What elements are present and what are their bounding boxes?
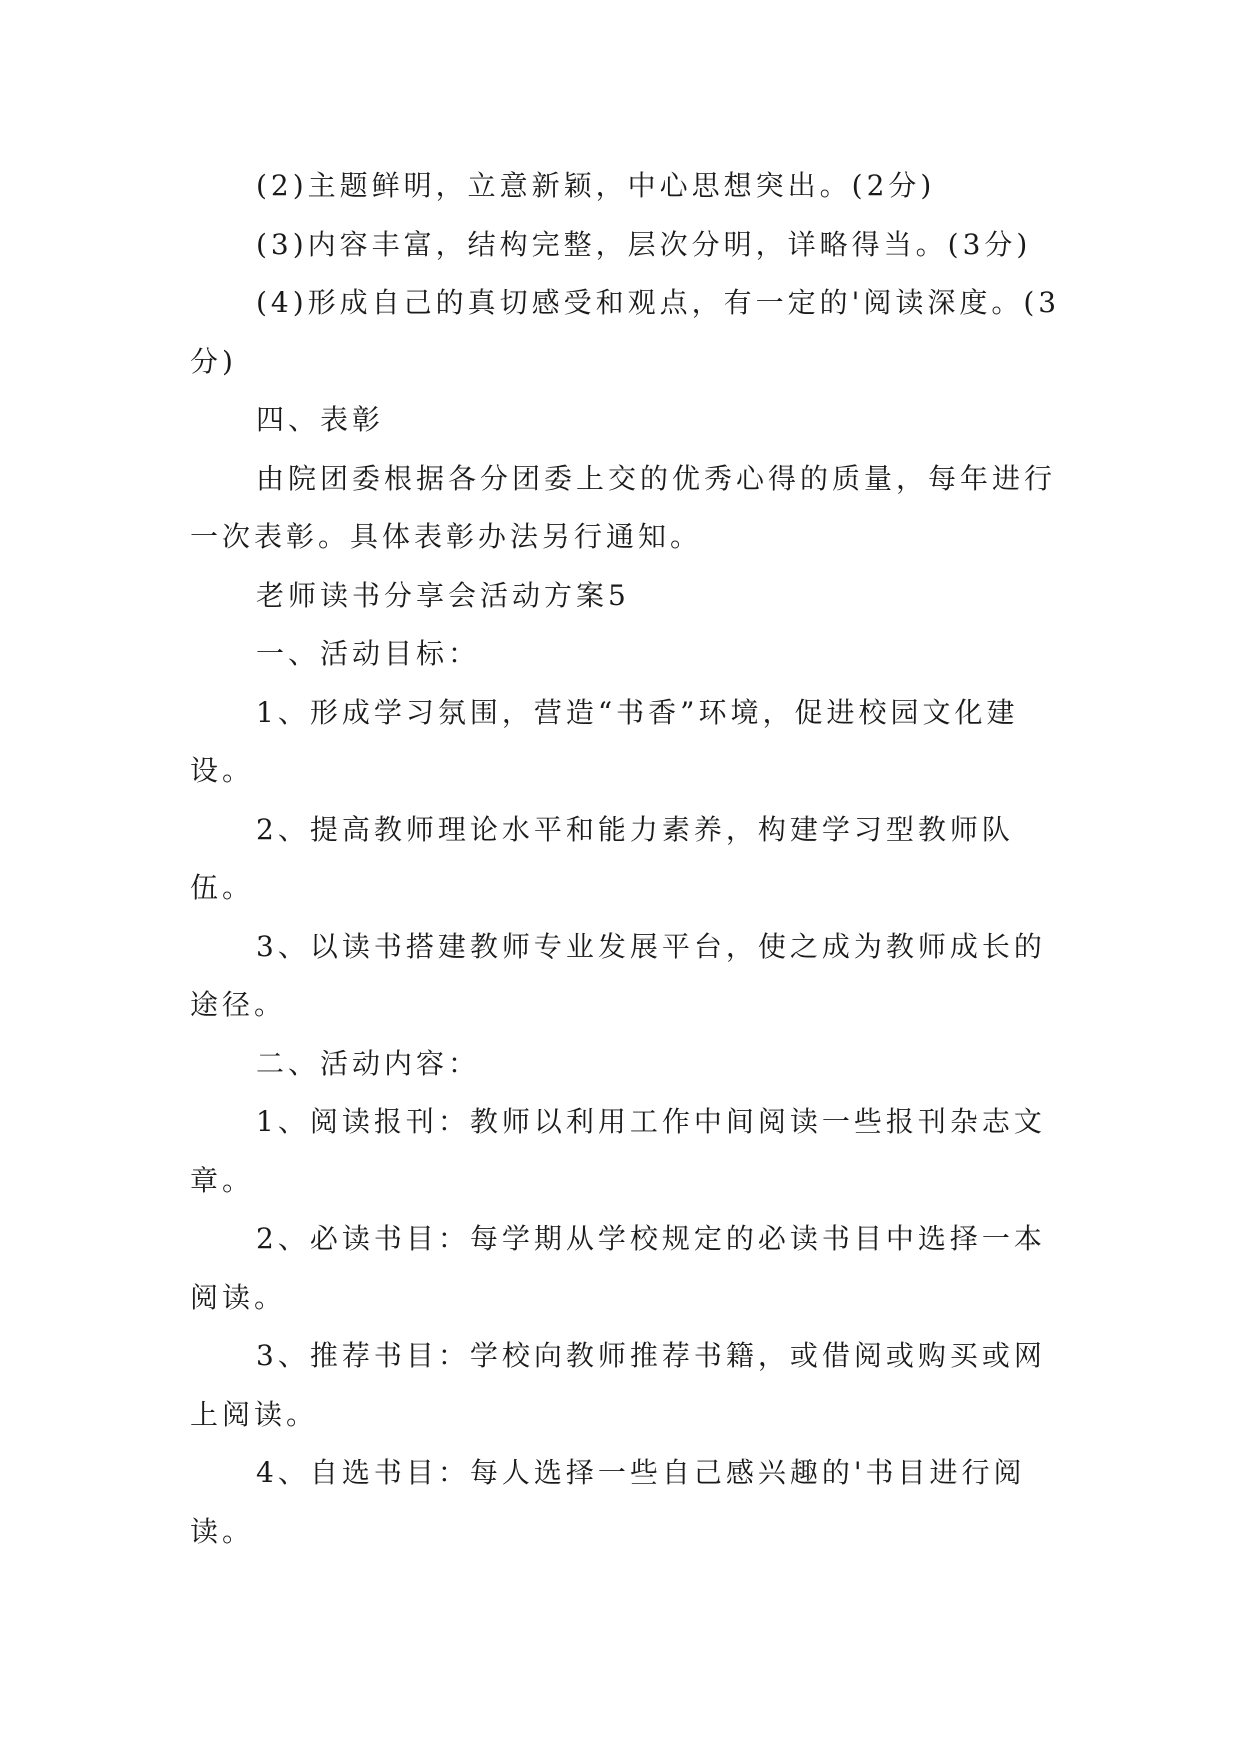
document-body bbox=[190, 157, 1070, 1561]
paragraph-criteria-3: (3)内容丰富，结构完整，层次分明，详略得当。(3分) bbox=[256, 227, 1032, 261]
section-heading-commendation: 四、表彰 bbox=[256, 403, 385, 436]
section-heading-content: 二、活动内容： bbox=[256, 1046, 481, 1080]
paragraph-content-3: 3、推荐书目：学校向教师推荐书籍，或借阅或购买或网上阅读。 bbox=[190, 1339, 1046, 1431]
paragraph-content-2: 2、必读书目：每学期从学校规定的必读书目中选择一本阅读。 bbox=[190, 1222, 1046, 1314]
section-heading-goals: 一、活动目标： bbox=[256, 637, 481, 670]
paragraph-criteria-4: (4)形成自己的真切感受和观点，有一定的'阅读深度。(3分) bbox=[190, 286, 1061, 378]
paragraph-goal-1: 1、形成学习氛围，营造“书香”环境，促进校园文化建设。 bbox=[190, 695, 1019, 787]
paragraph-content-1: 1、阅读报刊：教师以利用工作中间阅读一些报刊杂志文章。 bbox=[190, 1105, 1046, 1197]
paragraph-content-4: 4、自选书目：每人选择一些自己感兴趣的'书目进行阅读。 bbox=[190, 1456, 1026, 1548]
paragraph-criteria-2: (2)主题鲜明，立意新颖，中心思想突出。(2分) bbox=[256, 169, 936, 202]
plan-title: 老师读书分享会活动方案5 bbox=[256, 578, 630, 612]
paragraph-goal-3: 3、以读书搭建教师专业发展平台，使之成为教师成长的途径。 bbox=[190, 929, 1046, 1021]
paragraph-commendation: 由院团委根据各分团委上交的优秀心得的质量，每年进行一次表彰。具体表彰办法另行通知。 bbox=[190, 461, 1057, 553]
paragraph-goal-2: 2、提高教师理论水平和能力素养，构建学习型教师队伍。 bbox=[190, 812, 1014, 904]
